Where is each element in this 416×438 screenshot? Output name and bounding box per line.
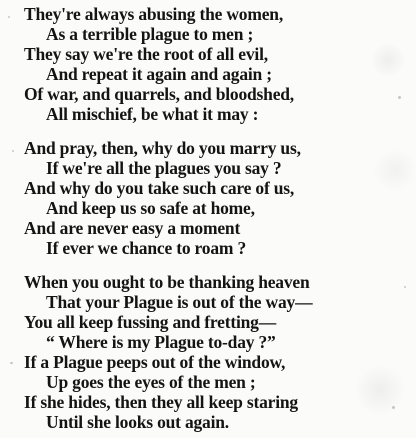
poem-line: And are never easy a moment [24, 218, 241, 238]
poem-line: All mischief, be what it may : [46, 104, 259, 124]
poem-line: As a terrible plague to men ; [46, 24, 254, 44]
poem-line: They're always abusing the women, [24, 4, 284, 24]
poem-line: Until she looks out again. [46, 412, 229, 432]
poem-line: “ Where is my Plague to-day ?” [46, 332, 276, 352]
print-speck [392, 406, 395, 409]
poem-line: That your Plague is out of the way— [46, 292, 313, 312]
print-speck [12, 150, 14, 152]
poem-line: If we're all the plagues you say ? [46, 158, 282, 178]
print-speck [10, 362, 13, 364]
print-speck [404, 286, 406, 288]
poem-line: And why do you take such care of us, [24, 178, 295, 198]
poem-line: And pray, then, why do you marry us, [24, 138, 301, 158]
poem-line: Up goes the eyes of the men ; [46, 372, 256, 392]
poem-line: And keep us so safe at home, [46, 198, 255, 218]
poem-line: Of war, and quarrels, and bloodshed, [24, 84, 294, 104]
poem-line: They say we're the root of all evil, [24, 44, 268, 64]
poem-line: You all keep fussing and fretting— [24, 312, 277, 332]
poem-line: And repeat it again and again ; [46, 64, 272, 84]
poem-line: When you ought to be thanking heaven [24, 272, 310, 292]
print-speck [398, 96, 401, 99]
poem-line: If she hides, then they all keep staring [24, 392, 298, 412]
print-speck [8, 16, 10, 18]
poem-line: If a Plague peeps out of the window, [24, 352, 286, 372]
poem-line: If ever we chance to roam ? [46, 238, 247, 258]
